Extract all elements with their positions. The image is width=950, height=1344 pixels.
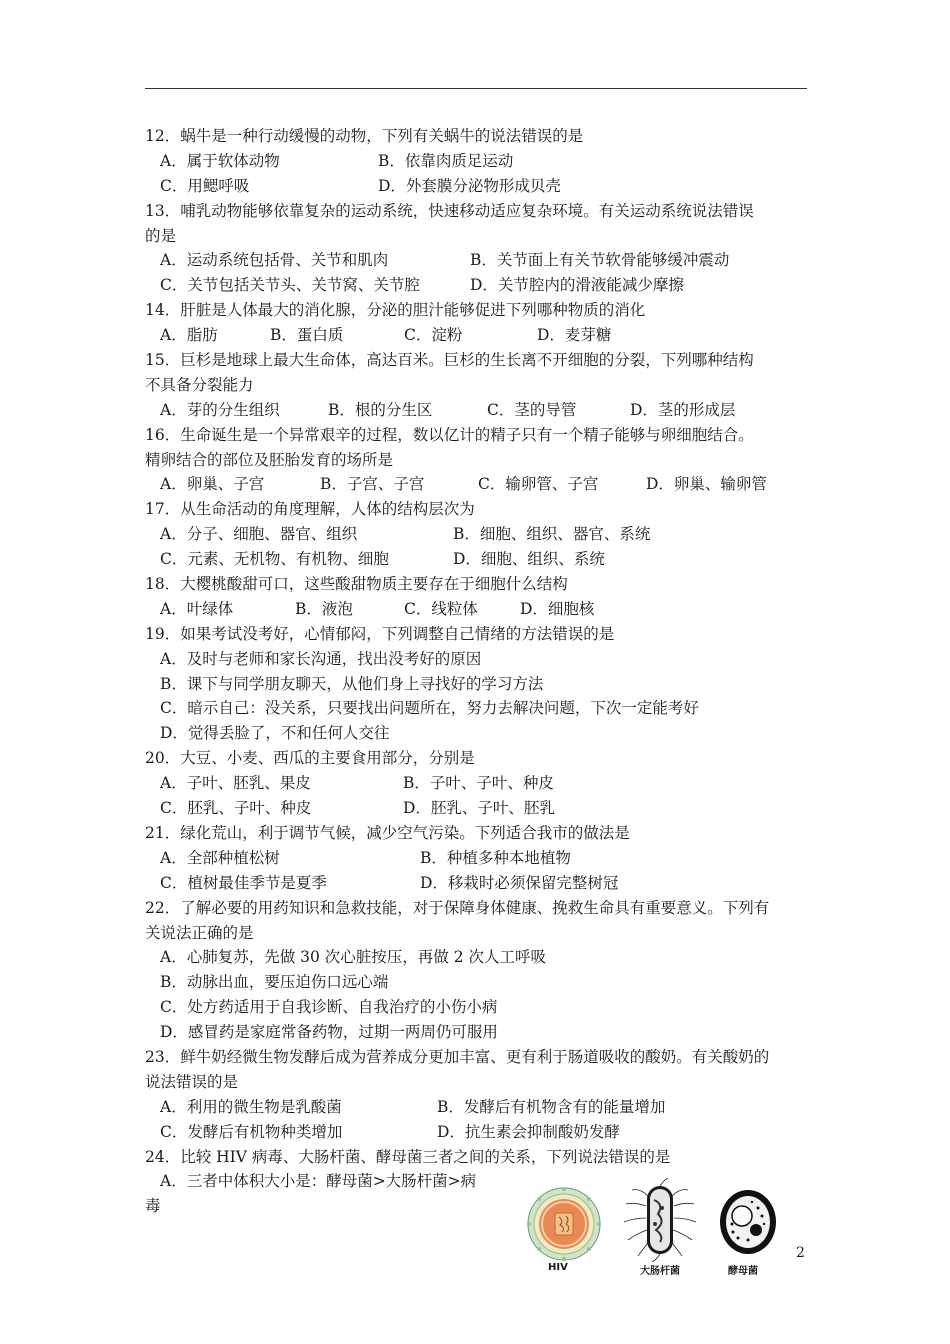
q19-option-b: B．课下与同学朋友聊天，从他们身上寻找好的学习方法 [160, 674, 544, 693]
q23-stem: 23．鲜牛奶经微生物发酵后成为营养成分更加丰富、更有利于肠道吸收的酸奶。有关酸奶的 [145, 1047, 770, 1066]
q16-option-c: C．输卵管、子宫 [478, 475, 599, 494]
q24-stem: 24．比较 HIV 病毒、大肠杆菌、酵母菌三者之间的关系，下列说法错误的是 [145, 1147, 671, 1166]
q16-option-b: B．子宫、子宫 [320, 475, 425, 494]
q17-option-c: C．元素、无机物、有机物、细胞 [160, 550, 389, 569]
q20-options-row2 [145, 796, 815, 821]
ecoli-illustration [618, 1178, 702, 1262]
q17-stem: 17．从生命活动的角度理解，人体的结构层次为 [145, 500, 475, 519]
q18-option-c: C．线粒体 [404, 599, 478, 618]
q12-option-a: A．属于软体动物 [160, 151, 280, 170]
q21-stem: 21．绿化荒山，利于调节气候，减少空气污染。下列适合我市的做法是 [145, 823, 630, 842]
q19-option-a: A．及时与老师和家长沟通，找出没考好的原因 [160, 649, 482, 668]
q23-option-b: B．发酵后有机物含有的能量增加 [437, 1097, 666, 1116]
q16-stem-cont: 精卵结合的部位及胚胎发育的场所是 [145, 450, 394, 469]
q17-options-row2 [145, 547, 815, 572]
q17-options-row1 [145, 522, 815, 547]
q21-option-c: C．植树最佳季节是夏季 [160, 873, 327, 892]
page-number: 2 [796, 1245, 805, 1261]
q14-option-a: A．脂肪 [160, 326, 218, 345]
q22-option-c: C．处方药适用于自我诊断、自我治疗的小伤小病 [160, 998, 498, 1017]
q19-stem: 19．如果考试没考好，心情郁闷，下列调整自己情绪的方法错误的是 [145, 624, 615, 643]
q23-option-d: D．抗生素会抑制酸奶发酵 [437, 1122, 620, 1141]
q13-option-a: A．运动系统包括骨、关节和肌肉 [160, 251, 389, 270]
q21-options-row1 [145, 846, 815, 871]
q13-option-b: B．关节面上有关节软骨能够缓冲震动 [470, 251, 730, 270]
q14-option-c: C．淀粉 [404, 326, 463, 345]
q18-option-d: D．细胞核 [520, 599, 595, 618]
q13-stem-cont: 的是 [145, 226, 177, 245]
hiv-virus-illustration [526, 1186, 602, 1262]
q15-option-c: C．茎的导管 [487, 400, 577, 419]
q12-options-row2 [145, 174, 815, 199]
q12-option-c: C．用鳃呼吸 [160, 176, 250, 195]
q23-option-a: A．利用的微生物是乳酸菌 [160, 1097, 342, 1116]
q18-option-b: B．液泡 [295, 599, 353, 618]
q17-option-a: A．分子、细胞、器官、组织 [160, 525, 358, 544]
q12-options-row1 [145, 149, 815, 174]
q24-option-a: A．三者中体积大小是：酵母菌>大肠杆菌>病 [160, 1172, 477, 1191]
q22-option-b: B．动脉出血，要压迫伤口远心端 [160, 973, 389, 992]
q20-option-d: D．胚乳、子叶、胚乳 [403, 799, 555, 818]
q23-option-c: C．发酵后有机物种类增加 [160, 1122, 343, 1141]
q23-options-row2 [145, 1120, 815, 1145]
q12-stem: 12．蜗牛是一种行动缓慢的动物，下列有关蜗牛的说法错误的是 [145, 127, 584, 145]
q23-options-row1 [145, 1095, 815, 1120]
yeast-label: 酵母菌 [728, 1266, 758, 1277]
q16-option-d: D．卵巢、输卵管 [646, 475, 767, 494]
question-list [145, 124, 815, 1219]
yeast-illustration [718, 1188, 778, 1256]
q13-option-c: C．关节包括关节头、关节窝、关节腔 [160, 276, 420, 295]
q13-stem: 13．哺乳动物能够依靠复杂的运动系统，快速移动适应复杂环境。有关运动系统说法错误 [145, 201, 754, 220]
header-rule [145, 88, 807, 89]
q13-options-row2 [145, 273, 815, 298]
q16-stem: 16．生命诞生是一个异常艰辛的过程，数以亿计的精子只有一个精子能够与卵细胞结合。 [145, 425, 754, 444]
microbe-figures [522, 1178, 782, 1278]
q22-stem-cont: 关说法正确的是 [145, 923, 254, 942]
q14-stem: 14．肝脏是人体最大的消化腺，分泌的胆汁能够促进下列哪种物质的消化 [145, 301, 646, 320]
q21-option-a: A．全部种植松树 [160, 848, 280, 867]
q18-stem: 18．大樱桃酸甜可口，这些酸甜物质主要存在于细胞什么结构 [145, 575, 568, 594]
q12-option-b: B．依靠肉质足运动 [378, 151, 514, 170]
q21-option-d: D．移栽时必须保留完整树冠 [420, 873, 619, 892]
q14-option-d: D．麦芽糖 [537, 326, 612, 345]
q14-options [145, 323, 815, 348]
q17-option-b: B．细胞、组织、器官、系统 [453, 525, 651, 544]
q15-options [145, 398, 815, 423]
q16-option-a: A．卵巢、子宫 [160, 475, 265, 494]
q21-option-b: B．种植多种本地植物 [420, 848, 571, 867]
q22-option-d: D．感冒药是家庭常备药物，过期一两周仍可服用 [160, 1023, 498, 1042]
q14-option-b: B．蛋白质 [270, 326, 344, 345]
q21-options-row2 [145, 871, 815, 896]
q19-option-c: C．暗示自己：没关系，只要找出问题所在，努力去解决问题，下次一定能考好 [160, 699, 699, 718]
q18-option-a: A．叶绿体 [160, 599, 234, 618]
q24-option-a-cont: 毒 [145, 1197, 161, 1216]
q22-stem: 22．了解必要的用药知识和急救技能，对于保障身体健康、挽救生命具有重要意义。下列有 [145, 898, 770, 917]
q18-options [145, 597, 815, 622]
q22-option-a: A．心肺复苏，先做 30 次心脏按压，再做 2 次人工呼吸 [160, 948, 546, 967]
q20-option-c: C．胚乳、子叶、种皮 [160, 799, 312, 818]
hiv-label: HIV [548, 1262, 568, 1273]
q12-option-d: D．外套膜分泌物形成贝壳 [378, 176, 561, 195]
q20-stem: 20．大豆、小麦、西瓜的主要食用部分，分别是 [145, 749, 475, 768]
q13-option-d: D．关节腔内的滑液能减少摩擦 [470, 276, 684, 295]
q15-option-d: D．茎的形成层 [630, 400, 736, 419]
q15-option-a: A．芽的分生组织 [160, 400, 280, 419]
q20-options-row1 [145, 771, 815, 796]
q13-options-row1 [145, 248, 815, 273]
q15-stem: 15．巨杉是地球上最大生命体，高达百米。巨杉的生长离不开细胞的分裂，下列哪种结构 [145, 351, 754, 370]
q17-option-d: D．细胞、组织、系统 [453, 550, 605, 569]
q23-stem-cont: 说法错误的是 [145, 1072, 239, 1091]
q15-option-b: B．根的分生区 [328, 400, 433, 419]
q20-option-a: A．子叶、胚乳、果皮 [160, 774, 311, 793]
q20-option-b: B．子叶、子叶、种皮 [403, 774, 554, 793]
q15-stem-cont: 不具备分裂能力 [145, 375, 254, 394]
q19-option-d: D．觉得丢脸了，不和任何人交往 [160, 724, 390, 743]
ecoli-label: 大肠杆菌 [640, 1266, 680, 1277]
q16-options [145, 472, 815, 497]
